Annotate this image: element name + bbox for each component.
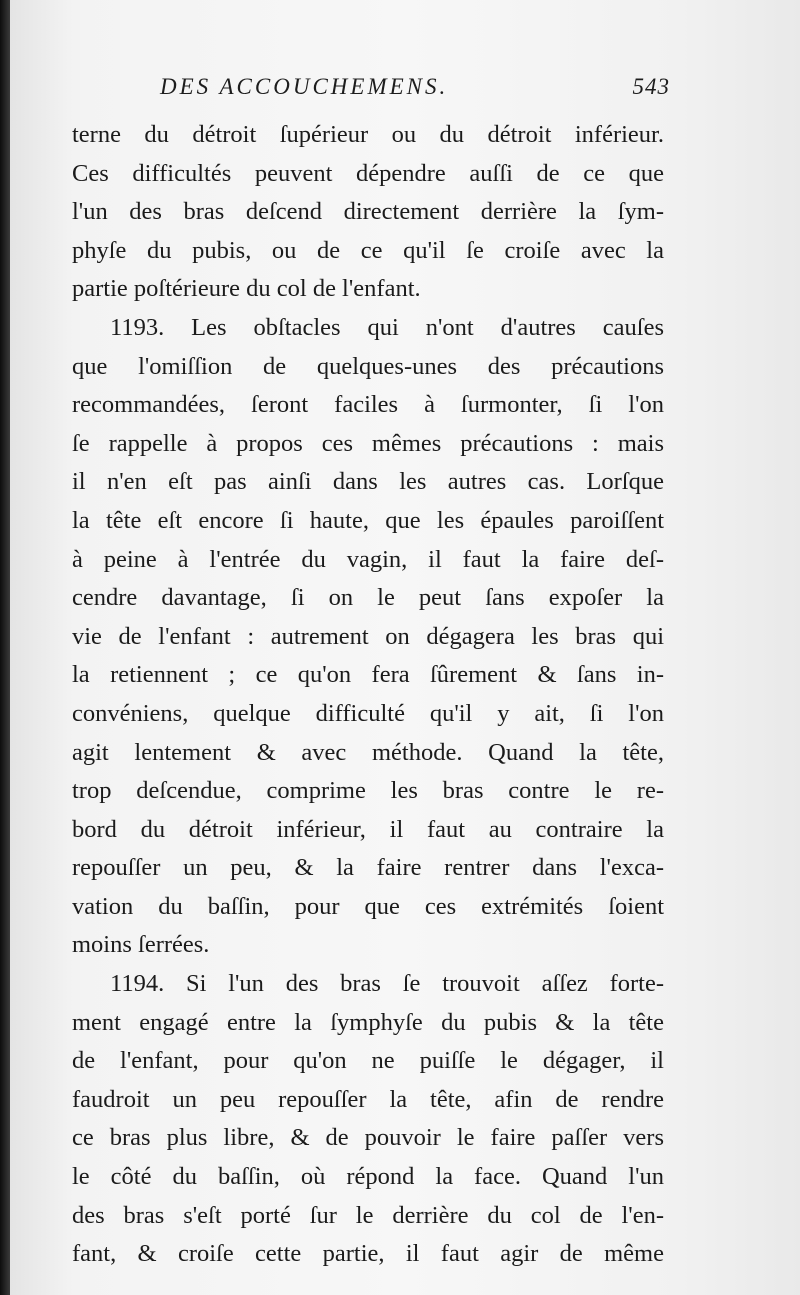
- text-line: vie de l'enfant : autrement on dégagera les bras qui: [72, 622, 664, 650]
- page-number: 543: [632, 74, 670, 99]
- text-line: phyſe du pubis, ou de ce qu'il ſe croiſe avec la: [72, 236, 664, 264]
- text-line: terne du détroit ſupérieur ou du détroit inférieur.: [72, 121, 664, 148]
- text-line: agit lentement & avec méthode. Quand la tête,: [72, 738, 664, 766]
- running-title: DES ACCOUCHEMENS.: [160, 74, 449, 99]
- text-line: de l'enfant, pour qu'on ne puiſſe le dégager, il: [72, 1047, 664, 1075]
- text-line: il n'en eſt pas ainſi dans les autres cas. Lorſque: [72, 468, 664, 496]
- page-header: [160, 74, 670, 108]
- text-line: ſe rappelle à propos ces mêmes précautions : mais: [72, 429, 664, 457]
- text-line: partie poſtérieure du col de l'enfant.: [72, 275, 421, 303]
- body-text: [72, 116, 664, 1274]
- text-line: vation du baſſin, pour que ces extrémités ſoient: [72, 892, 664, 920]
- text-line: fant, & croiſe cette partie, il faut agir de même: [72, 1240, 664, 1268]
- text-line: le côté du baſſin, où répond la face. Quand l'un: [72, 1163, 664, 1191]
- text-line: repouſſer un peu, & la faire rentrer dans l'exca-: [72, 854, 664, 882]
- text-line: ment engagé entre la ſymphyſe du pubis & la tête: [72, 1008, 664, 1036]
- text-line: convéniens, quelque difficulté qu'il y ait, ſi l'on: [72, 699, 664, 727]
- text-line: recommandées, ſeront faciles à ſurmonter, ſi l'on: [72, 391, 664, 419]
- text-line: à peine à l'entrée du vagin, il faut la faire deſ-: [72, 545, 664, 573]
- text-line: que l'omiſſion de quelques-unes des précautions: [72, 352, 664, 380]
- text-line: des bras s'eſt porté ſur le derrière du col de l'en-: [72, 1201, 664, 1229]
- book-gutter-shadow: [0, 0, 10, 1295]
- text-line: l'un des bras deſcend directement derrière la ſym-: [72, 198, 664, 226]
- text-line: faudroit un peu repouſſer la tête, afin de rendre: [72, 1085, 664, 1113]
- paragraph-1194-start: 1194. Si l'un des bras ſe trouvoit aſſez forte-: [110, 970, 664, 998]
- text-line: ce bras plus libre, & de pouvoir le faire paſſer vers: [72, 1124, 664, 1152]
- text-line: moins ſerrées.: [72, 931, 210, 959]
- text-line: la tête eſt encore ſi haute, que les épaules paroiſſent: [72, 506, 664, 534]
- paragraph-1193-start: 1193. Les obſtacles qui n'ont d'autres cauſes: [110, 313, 664, 341]
- text-line: Ces difficultés peuvent dépendre auſſi de ce que: [72, 159, 664, 187]
- text-line: trop deſcendue, comprime les bras contre le re-: [72, 777, 664, 805]
- text-line: la retiennent ; ce qu'on fera ſûrement & ſans in-: [72, 661, 664, 689]
- book-page: [10, 0, 800, 1295]
- text-line: bord du détroit inférieur, il faut au contraire la: [72, 815, 664, 843]
- text-line: cendre davantage, ſi on le peut ſans expoſer la: [72, 584, 664, 612]
